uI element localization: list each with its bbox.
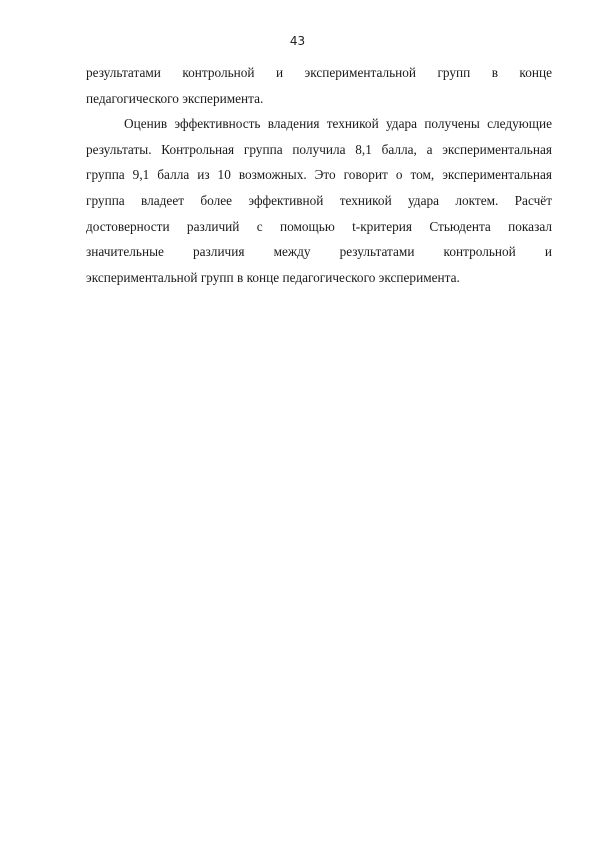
page-number: 43 (289, 34, 306, 48)
paragraph-2 (86, 111, 552, 290)
paragraph-1-line: педагогического эксперимента. (86, 90, 264, 106)
paragraph-1 (86, 60, 552, 111)
paragraph-2-line: значительные различия между результатами контрольной и (86, 244, 552, 260)
paragraph-2-line: группа владеет более эффективной техникой удара локтем. Расчёт (86, 192, 552, 208)
paragraph-2-line: результаты. Контрольная группа получила 8,1 балла, а экспериментальная (86, 141, 552, 157)
paragraph-2-line: Оценив эффективность владения техникой удара получены следующие (124, 116, 552, 132)
body-text (86, 60, 552, 290)
paragraph-1-line: результатами контрольной и экспериментальной групп в конце (86, 65, 552, 80)
paragraph-2-line: достоверности различий с помощью t-критерия Стьюдента показал (86, 218, 552, 234)
paragraph-2-line: экспериментальной групп в конце педагогического эксперимента. (86, 269, 460, 285)
paragraph-2-line: группа 9,1 балла из 10 возможных. Это говорит о том, экспериментальная (86, 167, 552, 183)
